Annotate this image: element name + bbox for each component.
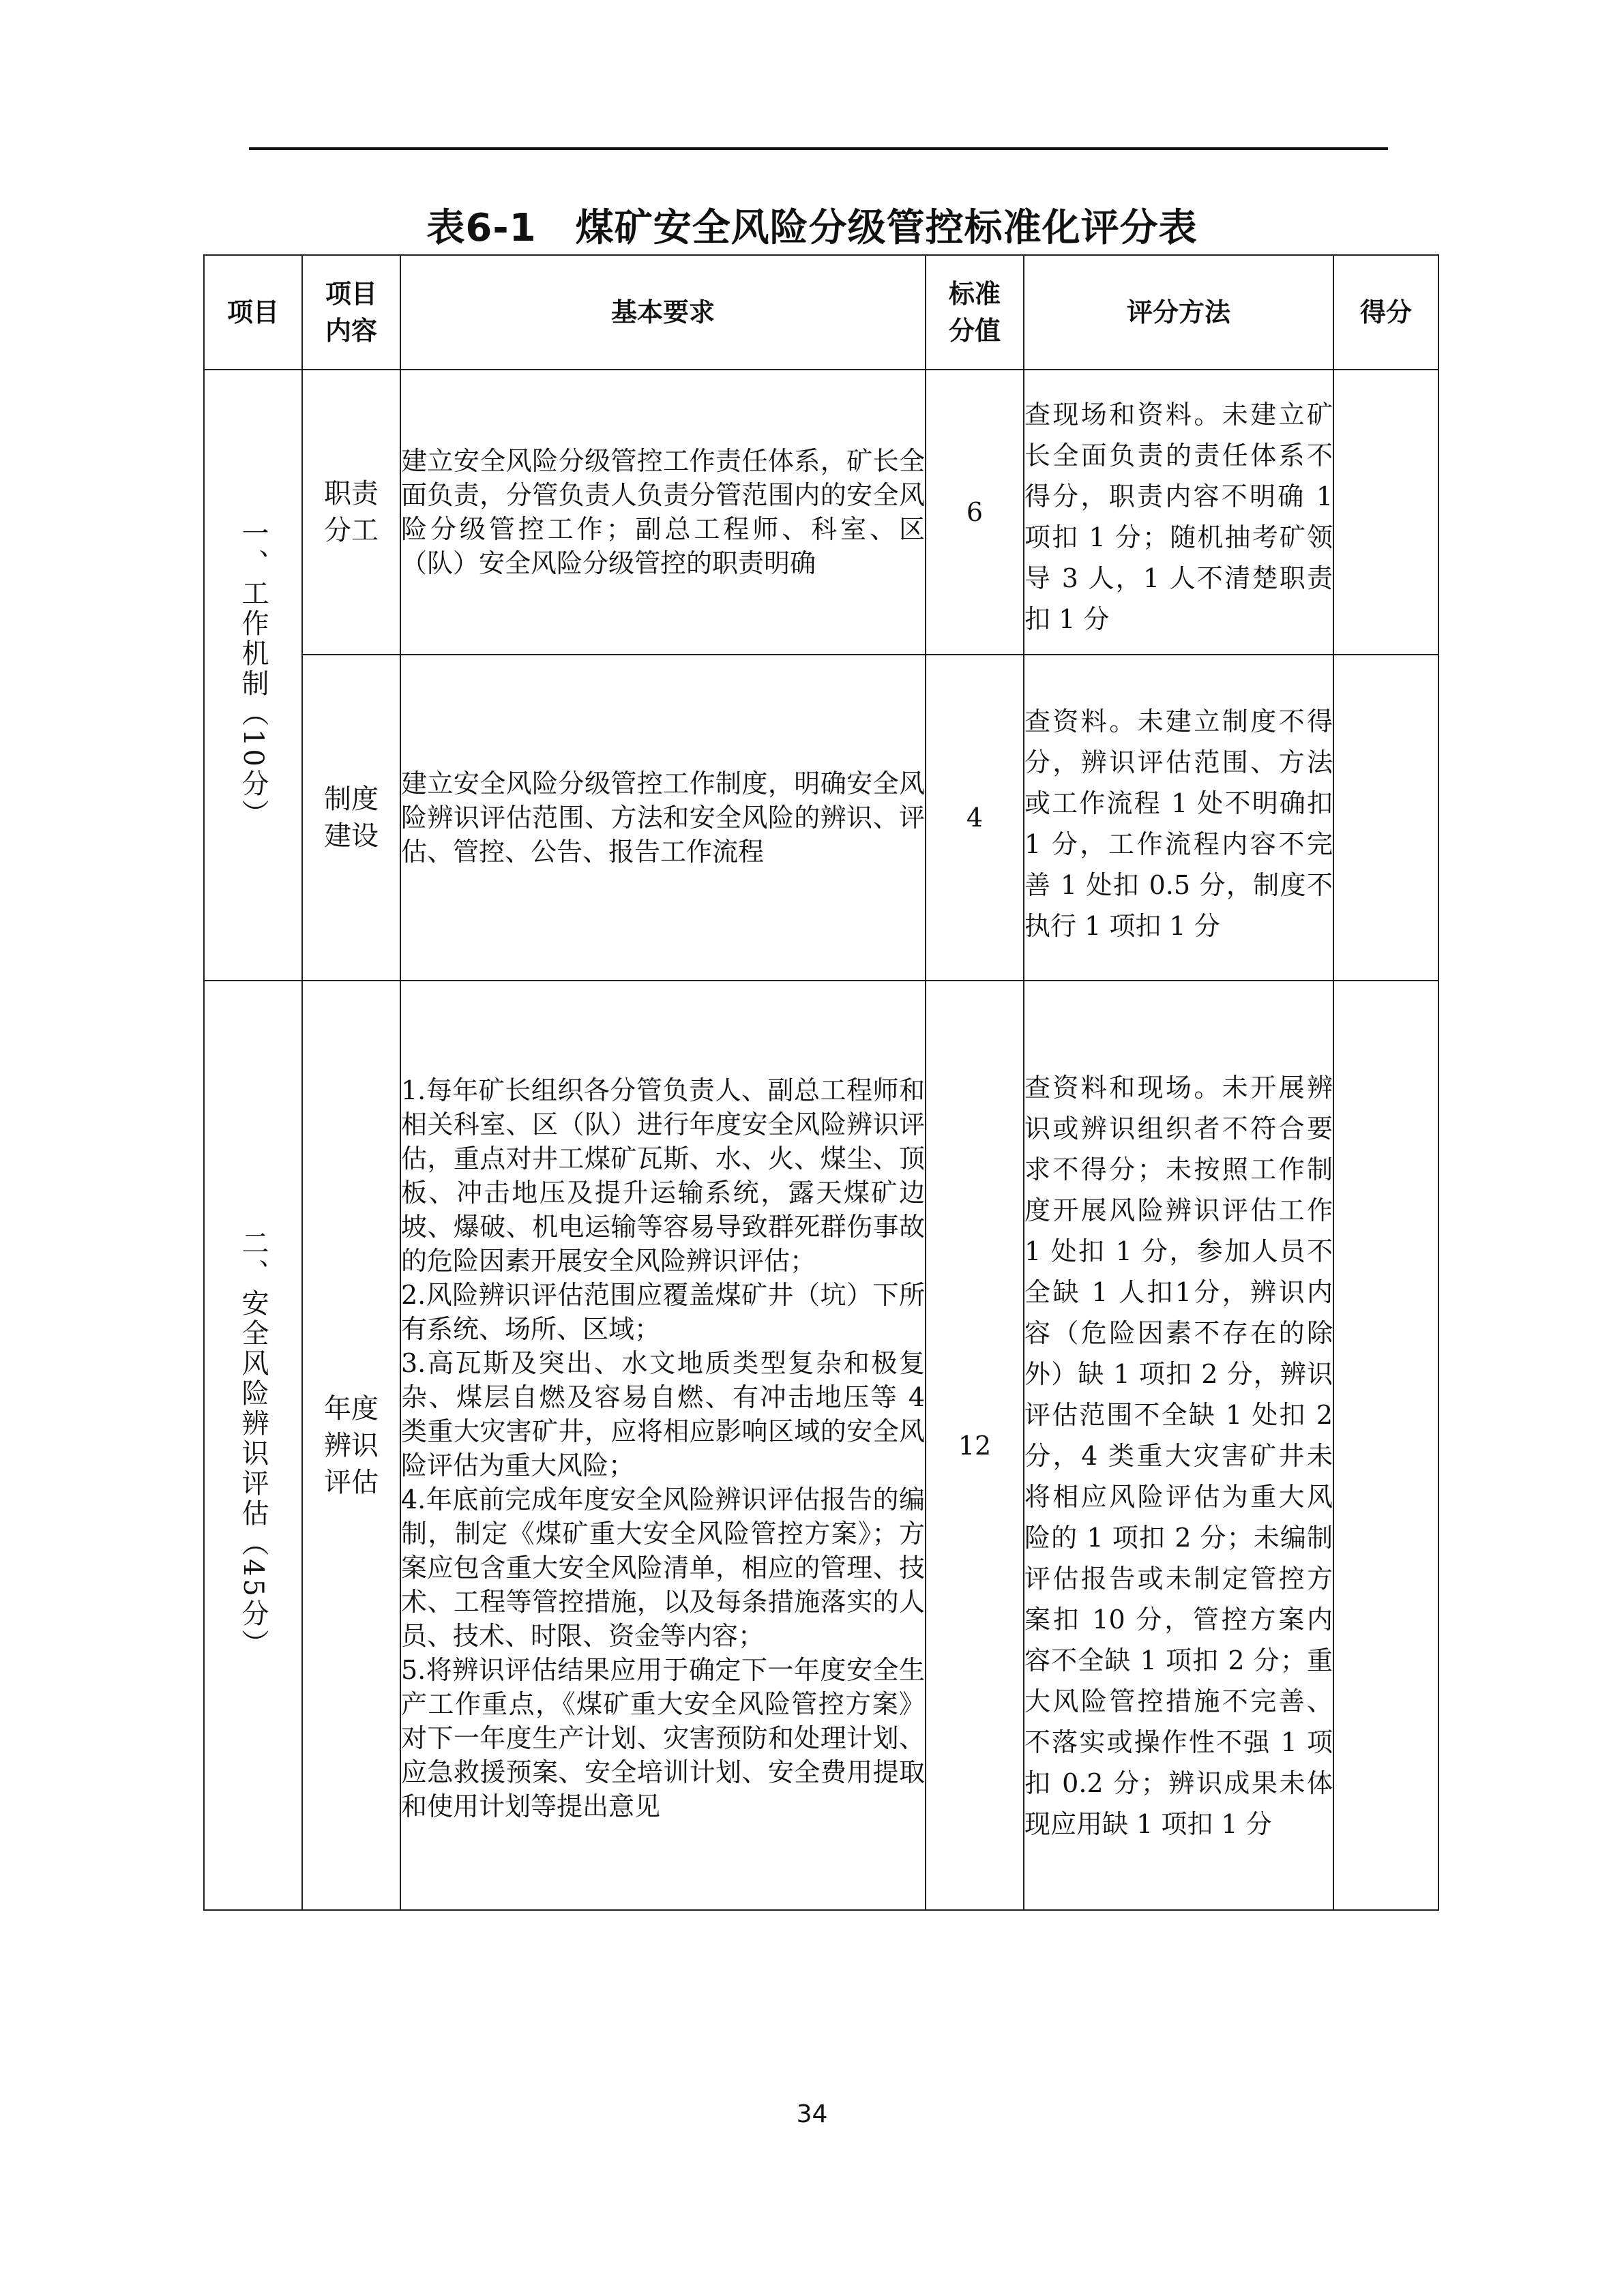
header-item: 项目 bbox=[204, 255, 302, 370]
method-cell: 查现场和资料。未建立矿长全面负责的责任体系不得分，职责内容不明确 1 项扣 1 分；随机抽考矿领导 3 人，1 人不清楚职责扣 1 分 bbox=[1024, 370, 1333, 655]
item-content-line: 职责 bbox=[324, 478, 379, 509]
header-row bbox=[204, 255, 1438, 370]
requirement-cell bbox=[400, 655, 926, 981]
top-rule bbox=[249, 147, 1388, 150]
requirement-item: 3.高瓦斯及突出、水文地质类型复杂和极复杂、煤层自燃及容易自燃、有冲击地压等 4 类重大灾害矿井，应将相应影响区域的安全风险评估为重大风险； bbox=[401, 1347, 925, 1480]
requirement-cell bbox=[400, 981, 926, 1910]
score-cell: 6 bbox=[926, 370, 1024, 655]
score-cell: 12 bbox=[926, 981, 1024, 1910]
header-score bbox=[926, 255, 1024, 370]
item-content-line: 评估 bbox=[324, 1466, 379, 1498]
item-content-line: 辨识 bbox=[324, 1429, 379, 1461]
requirement-text: 建立安全风险分级管控工作责任体系，矿长全面负责，分管负责人负责分管范围内的安全风险分级管控工作；副总工程师、科室、区（队）安全风险分级管控的职责明确 bbox=[401, 446, 925, 578]
method-cell: 查资料。未建立制度不得分，辨识评估范围、方法或工作流程 1 处不明确扣 1 分，工作流程内容不完善 1 处扣 0.5 分，制度不执行 1 项扣 1 分 bbox=[1024, 655, 1333, 981]
header-item-content-line2: 内容 bbox=[325, 316, 377, 346]
requirement-text: 建立安全风险分级管控工作制度，明确安全风险辨识评估范围、方法和安全风险的辨识、评估、管控、公告、报告工作流程 bbox=[401, 769, 925, 867]
requirement-item: 2.风险辨识评估范围应覆盖煤矿井（坑）下所有系统、场所、区域； bbox=[401, 1279, 925, 1344]
requirement-item: 5.将辨识评估结果应用于确定下一年度安全生产工作重点，《煤矿重大安全风险管控方案》对下一年度生产计划、灾害预防和处理计划、应急救援预案、安全培训计划、安全费用提取和使用计划等提出意见 bbox=[401, 1654, 925, 1821]
obtained-cell bbox=[1333, 981, 1438, 1910]
item-content-line: 年度 bbox=[324, 1392, 379, 1425]
obtained-cell bbox=[1333, 370, 1438, 655]
header-item-content-line1: 项目 bbox=[325, 279, 377, 309]
table-row bbox=[204, 981, 1438, 1910]
table-row bbox=[204, 370, 1438, 655]
item-content-cell bbox=[302, 981, 400, 1910]
section-label: 二、安全风险辨识评估（45分） bbox=[237, 1229, 269, 1659]
header-method: 评分方法 bbox=[1024, 255, 1333, 370]
item-content-line: 分工 bbox=[324, 515, 379, 546]
item-content-cell bbox=[302, 370, 400, 655]
header-score-line1: 标准 bbox=[948, 279, 1001, 309]
table-title: 表6-1 煤矿安全风险分级管控标准化评分表 bbox=[426, 206, 1198, 250]
item-content-line: 建设 bbox=[324, 820, 379, 852]
item-content-cell bbox=[302, 655, 400, 981]
header-item-content bbox=[302, 255, 400, 370]
item-content-line: 制度 bbox=[324, 784, 379, 815]
requirement-item: 1.每年矿长组织各分管负责人、副总工程师和相关科室、区（队）进行年度安全风险辨识评估，重点对井工煤矿瓦斯、水、火、煤尘、顶板、冲击地压及提升运输系统，露天煤矿边坡、爆破、机电运输等容易导致群死群伤事故的危险因素开展安全风险辨识评估； bbox=[401, 1075, 925, 1276]
requirement-cell bbox=[400, 370, 926, 655]
requirement-item: 4.年底前完成年度安全风险辨识评估报告的编制，制定《煤矿重大安全风险管控方案》；方案应包含重大安全风险清单，相应的管理、技术、工程等管控措施，以及每条措施落实的人员、技术、时限、资金等内容； bbox=[401, 1484, 925, 1651]
section-cell-1 bbox=[204, 370, 302, 981]
scoring-table bbox=[203, 254, 1439, 1911]
section-cell-2 bbox=[204, 981, 302, 1910]
header-requirement: 基本要求 bbox=[400, 255, 926, 370]
table-row bbox=[204, 655, 1438, 981]
page-number: 34 bbox=[796, 2100, 828, 2128]
section-label: 一、工作机制（10分） bbox=[237, 518, 269, 829]
obtained-cell bbox=[1333, 655, 1438, 981]
header-score-line2: 分值 bbox=[948, 316, 1001, 346]
method-cell: 查资料和现场。未开展辨识或辨识组织者不符合要求不得分；未按照工作制度开展风险辨识评估工作 1 处扣 1 分，参加人员不全缺 1 人扣1分，辨识内容（危险因素不存在的除外）缺 1 项扣 2 分，辨识评估范围不全缺 1 处扣 2 分，4 类重大灾害矿井未将相应风险评估为重大风险的 1 项扣 2 分；未编制评估报告或未制定管控方案扣 10 分，管控方案内容不全缺 1 项扣 2 分；重大风险管控措施不完善、不落实或操作性不强 1 项扣 0.2 分；辨识成果未体现应用缺 1 项扣 1 分 bbox=[1024, 981, 1333, 1910]
header-obtained: 得分 bbox=[1333, 255, 1438, 370]
score-cell: 4 bbox=[926, 655, 1024, 981]
